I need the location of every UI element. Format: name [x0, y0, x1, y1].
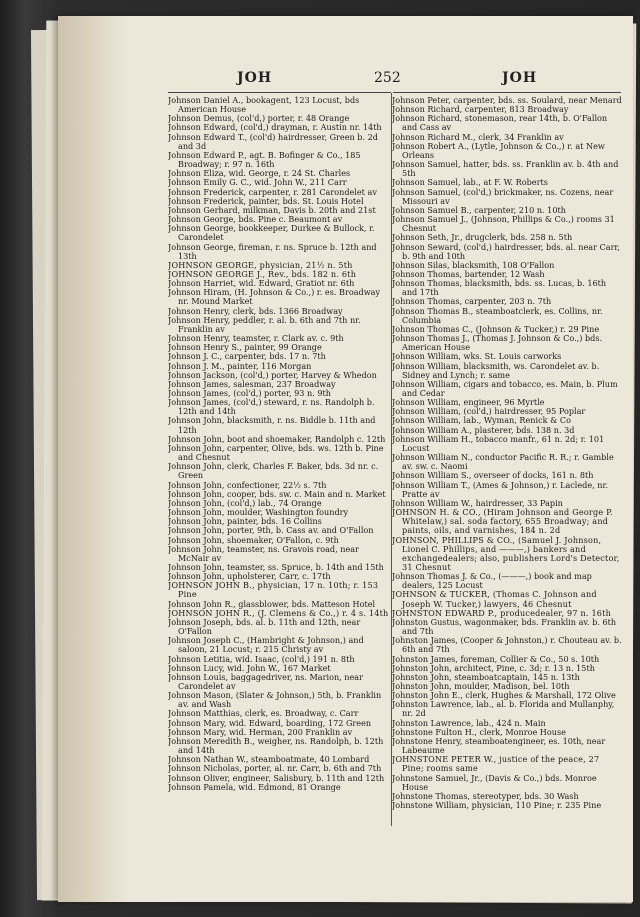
directory-entry: Johnson William, (col'd,) hairdresser, 95 Poplar	[392, 407, 586, 417]
directory-entry: Johnson Matthias, clerk, es. Broadway, c. Carr	[168, 709, 359, 719]
directory-entry: Johnson George, fireman, r. ns. Spruce b. 12th and 13th	[168, 242, 377, 261]
directory-entry: Johnson Daniel A., bookagent, 123 Locust, bds American House	[168, 96, 360, 115]
directory-entry: Johnson Edward T., (col'd) hairdresser, Green b. 2d and 3d	[168, 132, 378, 151]
directory-entry: Johnson John, shoemaker, O'Fallon, c. 9th	[168, 535, 339, 545]
directory-entry: JOHNSON H. & CO., (Hiram Johnson and George P. Whitelaw,) sal. soda factory, 655 Broadway; and paints, oils, and varnishes, 184 n. 2d	[392, 508, 613, 536]
directory-entry: Johnson Nicholas, porter, al. nr. Carr, b. 6th and 7th	[168, 764, 382, 774]
directory-entry: Johnson Demus, (col'd,) porter, r. 48 Orange	[168, 114, 350, 124]
directory-entry: JOHNSTONE PETER W., justice of the peace, 27 Pine; rooms same	[392, 755, 600, 774]
directory-entry: Johnson Emily G. C., wid. John W., 211 Carr	[168, 178, 347, 188]
directory-entry: JOHNSON JOHN B., physician, 17 n. 10th; r. 153 Pine	[168, 581, 379, 600]
directory-entry: Johnson Hiram, (H. Johnson & Co.,) r. es. Broadway nr. Mound Market	[168, 288, 381, 307]
directory-entry: Johnson Thomas, carpenter, 203 n. 7th	[392, 297, 552, 307]
directory-entry: Johnson Samuel, hatter, bds. ss. Franklin av. b. 4th and 5th	[392, 160, 619, 179]
directory-entry: JOHNSON GEORGE J., Rev., bds. 182 n. 6th	[168, 269, 357, 279]
directory-entry: Johnson Joseph C., (Hambright & Johnson,) and saloon, 21 Locust; r. 215 Christy av	[168, 636, 364, 655]
directory-entry: Johnson J. C., carpenter, bds. 17 n. 7th	[168, 352, 326, 362]
directory-entry: Johnson Pamela, wid. Edmond, 81 Orange	[168, 782, 341, 792]
directory-entry: Johnson Thomas J. & Co., (———,) book and map dealers, 125 Locust	[392, 572, 592, 591]
directory-entry: Johnson Eliza, wid. George, r. 24 St. Charles	[168, 169, 351, 179]
directory-entry: Johnston John, architect, Pine, c. 3d; r. 13 n. 15th	[392, 663, 595, 673]
directory-entry: Johnson John, (col'd,) lab., 74 Orange	[168, 498, 322, 508]
directory-entry: Johnstone Samuel, Jr., (Davis & Co.,) bds. Monroe House	[392, 773, 597, 792]
directory-entry: JOHNSON GEORGE, physician, 21½ n. 5th	[168, 260, 353, 270]
directory-entry: Johnson Robert A., (Lytle, Johnson & Co.,) r. at New Orleans	[392, 141, 605, 160]
directory-entry: Johnson Louis, baggagedriver, ns. Marion, near Carondelet av	[168, 672, 364, 691]
directory-entry: Johnson William, blacksmith, ws. Carondelet av. b. Sidney and Lynch; r. same	[392, 361, 600, 380]
directory-entry: Johnson Thomas J., (Thomas J. Johnson & Co.,) bds. American House	[392, 334, 603, 353]
directory-entry: Johnston Lawrence, lab., al. b. Florida and Mullanphy, nr. 2d	[392, 700, 615, 719]
directory-entry: Johnstone Fulton H., clerk, Monroe House	[392, 727, 566, 737]
directory-entry: Johnson Samuel J., (Johnson, Phillips & Co.,) rooms 31 Chesnut	[392, 215, 615, 234]
directory-entry: Johnson John, painter, bds. 16 Collins	[168, 517, 322, 527]
directory-entry: Johnson William W., hairdresser, 33 Papin	[392, 498, 563, 508]
directory-entry: Johnson Thomas, blacksmith, bds. ss. Lucas, b. 16th and 17th	[392, 279, 607, 298]
directory-entry: Johnson Edward, (col'd,) drayman, r. Austin nr. 14th	[168, 123, 382, 133]
directory-entry: Johnson John, porter, 9th, b. Cass av. and O'Fallon	[168, 526, 374, 536]
directory-entry: Johnson Richard M., clerk, 34 Franklin av	[392, 132, 564, 142]
directory-entry: Johnson Samuel, lab., at F. W. Roberts	[392, 178, 548, 188]
directory-entry: Johnson John, cooper, bds. sw. c. Main and n. Market	[168, 489, 386, 499]
directory-entry: Johnson Nathan W., steamboatmate, 40 Lombard	[168, 755, 370, 765]
directory-entry: Johnson George, bookkeeper, Durkee & Bullock, r. Carondelet	[168, 224, 375, 243]
directory-entry: Johnson J. M., painter, 116 Morgan	[168, 361, 312, 371]
directory-entry: Johnson Henry, clerk, bds. 1366 Broadway	[168, 306, 343, 316]
directory-entry: Johnson William S., overseer of docks, 161 n. 8th	[392, 471, 594, 481]
directory-entry: Johnson Thomas, bartender, 12 Wash	[392, 269, 545, 279]
directory-entry: Johnson Samuel, (col'd,) brickmaker, ns. Cozens, near Missouri av	[392, 187, 614, 206]
left-column	[168, 96, 390, 792]
directory-entry: Johnson George, bds. Pine c. Beaumont av	[168, 215, 343, 225]
directory-entry: Johnson Gerhard, milkman, Davis b. 20th and 21st	[168, 205, 376, 215]
directory-entry: Johnson John, boot and shoemaker, Randolph c. 12th	[168, 434, 386, 444]
directory-entry: Johnston Lawrence, lab., 424 n. Main	[392, 718, 546, 728]
directory-entry: Johnson William, engineer, 96 Myrtle	[392, 398, 545, 408]
directory-entry: Johnson William H., tobacco manfr., 61 n. 2d; r. 101 Locust	[392, 434, 605, 453]
directory-entry: Johnson Frederick, carpenter, r. 281 Carondelet av	[168, 187, 377, 197]
directory-entry: Johnstone Henry, steamboatengineer, es. 10th, near Labeaume	[392, 736, 606, 756]
directory-entry: Johnson Letitia, wid. Isaac, (col'd,) 191 n. 8th	[168, 654, 355, 664]
directory-entry: JOHNSON, PHILLIPS & CO., (Samuel J. Johnson, Lionel C. Phillips, and ———,) bankers and exchangedealers; also, publishers Lord's Detector, 31 Chesnut	[392, 535, 620, 572]
directory-entry: Johnson William N., conductor Pacific R. R.; r. Gamble av. sw. c. Naomi	[392, 453, 614, 472]
running-head-right: JOH	[502, 70, 538, 86]
directory-entry: JOHNSON & TUCKER, (Thomas C. Johnson and Joseph W. Tucker,) lawyers, 46 Chesnut	[392, 590, 597, 609]
directory-entry: Johnson James, salesman, 237 Broadway	[168, 379, 336, 389]
directory-entry: Johnson Lucy, wid. John W., 167 Market	[168, 663, 331, 673]
running-head-left: JOH	[237, 70, 273, 86]
right-column	[392, 96, 622, 810]
directory-entry: JOHNSON JOHN R., (J. Clemens & Co.,) r. 4 s. 14th	[168, 608, 389, 618]
directory-entry: Johnson Henry S., painter, 99 Orange	[168, 343, 322, 353]
directory-entry: Johnson Thomas C., (Johnson & Tucker,) r. 29 Pine	[392, 324, 600, 334]
directory-entry: Johnson Henry, peddler, r. al. b. 6th and 7th nr. Franklin av	[168, 315, 361, 334]
directory-entry: Johnson Jackson, (col'd,) porter, Harvey & Whedon	[168, 370, 377, 380]
directory-entry: Johnson James, (col'd,) steward, r. ns. Randolph b. 12th and 14th	[168, 398, 375, 417]
directory-entry: Johnson Seward, (col'd,) hairdresser, bds. al. near Carr, b. 9th and 10th	[392, 242, 620, 261]
directory-entry: Johnson William A., plasterer, bds. 138 n. 3d	[392, 425, 575, 435]
directory-entry: Johnson Richard, stonemason, rear 14th, b. O'Fallon and Cass av	[392, 114, 608, 133]
directory-entry: Johnston John, moulder, Madison, bel. 10th	[392, 682, 570, 691]
directory-entry: Johnson Mary, wid. Herman, 200 Franklin av	[168, 727, 353, 737]
directory-entry: Johnson John, carpenter, Olive, bds. ws. 12th b. Pine and Chesnut	[168, 443, 384, 463]
directory-entry: Johnson Samuel B., carpenter, 210 n. 10th	[392, 205, 566, 215]
directory-entry: Johnson Joseph, bds. al. b. 11th and 12th, near O'Fallon	[168, 617, 361, 637]
directory-entry: Johnson Thomas B., steamboatclerk, es. Collins, nr. Columbia	[392, 306, 603, 325]
running-header	[62, 58, 622, 84]
header-rule-left	[168, 92, 391, 93]
directory-entry: Johnston Gustus, wagonmaker, bds. Franklin av. b. 6th and 7th	[392, 617, 617, 637]
directory-entry: Johnson Edward P., agt. B. Bofinger & Co., 185 Broadway; r. 97 n. 16th	[168, 150, 361, 170]
directory-entry: Johnston John, steamboatcaptain, 145 n. 13th	[392, 672, 580, 682]
directory-entry: Johnson Seth, Jr., drugclerk, bds. 258 n. 5th	[392, 233, 573, 243]
directory-entry: Johnson John, upholsterer, Carr, c. 17th	[168, 572, 331, 582]
directory-entry: Johnson Oliver, engineer, Salisbury, b. 11th and 12th	[168, 773, 385, 783]
directory-entry: Johnson John, teamster, ss. Spruce, b. 14th and 15th	[168, 562, 384, 572]
directory-entry: Johnson Richard, carpenter, 813 Broadway	[392, 105, 569, 115]
directory-entry: Johnson John, teamster, ns. Gravois road, near McNair av	[168, 544, 359, 563]
directory-entry: Johnson Silas, blacksmith, 108 O'Fallon	[392, 260, 555, 270]
directory-entry: Johnstone William, physician, 110 Pine; r. 235 Pine	[392, 801, 602, 811]
directory-entry: Johnson John, blacksmith, r. ns. Biddle b. 11th and 12th	[168, 416, 376, 435]
page-number: 252	[374, 70, 401, 86]
directory-entry: Johnson James, (col'd,) porter, 93 n. 9th	[168, 389, 331, 398]
directory-entry: Johnson John, confectioner, 22½ s. 7th	[168, 480, 327, 490]
directory-entry: JOHNSTON EDWARD P., producedealer, 97 n. 16th	[392, 608, 612, 618]
directory-entry: Johnston John E., clerk, Hughes & Marshall, 172 Olive	[392, 691, 616, 701]
directory-entry: Johnson John R., glassblower, bds. Matteson Hotel	[168, 599, 376, 609]
directory-entry: Johnson William T., (Ames & Johnson,) r. Laclede, nr. Pratte av	[392, 480, 609, 499]
directory-entry: Johnson John, moulder, Washington foundry	[168, 508, 349, 518]
directory-entry: Johnson John, clerk, Charles F. Baker, bds. 3d nr. c. Green	[168, 462, 379, 481]
directory-entry: Johnston James, foreman, Collier & Co., 50 s. 10th	[392, 654, 600, 664]
directory-entry: Johnson Peter, carpenter, bds. ss. Soulard, near Menard	[392, 96, 622, 105]
directory-entry: Johnson Meredith B., weigher, ns. Randolph, b. 12th and 14th	[168, 736, 384, 756]
directory-entry: Johnson Mary, wid. Edward, boarding, 172 Green	[168, 718, 372, 728]
directory-entry: Johnson Harriet, wid. Edward, Gratiot nr. 6th	[168, 279, 355, 289]
directory-entry: Johnson William, lab., Wyman, Renick & Co	[392, 416, 571, 426]
directory-entry: Johnson Mason, (Slater & Johnson,) 5th, b. Franklin av. and Wash	[168, 691, 382, 710]
directory-entry: Johnston James, (Cooper & Johnston,) r. Chouteau av. b. 6th and 7th	[392, 636, 622, 655]
directory-entry: Johnson Frederick, painter, bds. St. Louis Hotel	[168, 196, 364, 206]
directory-entry: Johnson William, cigars and tobacco, es. Main, b. Plum and Cedar	[392, 379, 618, 398]
directory-entry: Johnstone Thomas, stereotyper, bds. 30 Wash	[392, 791, 579, 801]
directory-entry: Johnson Henry, teamster, r. Clark av. c. 9th	[168, 334, 344, 344]
directory-entry: Johnson William, wks. St. Louis carworks	[392, 352, 562, 362]
header-rule-right	[393, 92, 621, 93]
